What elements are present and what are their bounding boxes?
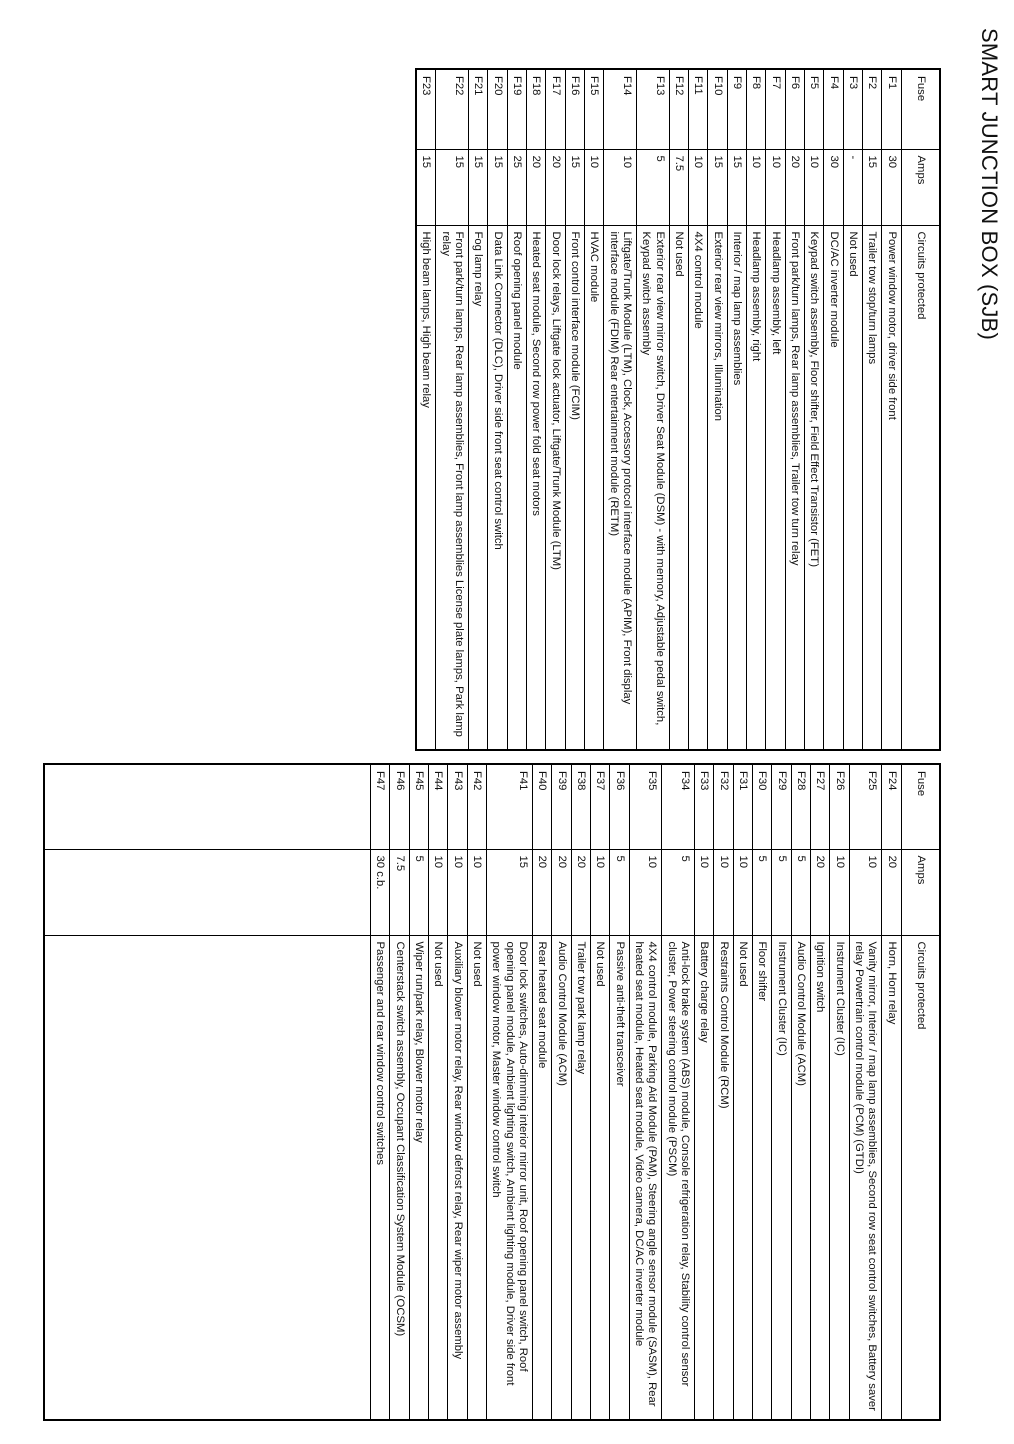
circuits-cell: Not used xyxy=(467,935,486,1420)
amps-cell: 7.5 xyxy=(669,149,688,225)
table-row xyxy=(830,764,849,1420)
circuits-cell: Audio Control Module (ACM) xyxy=(791,935,810,1420)
amps-cell: 5 xyxy=(791,849,810,935)
table-row xyxy=(409,764,428,1420)
circuits-cell: Trailer tow park lamp relay xyxy=(571,935,590,1420)
amps-cell: 10 xyxy=(429,849,448,935)
amps-cell: 10 xyxy=(747,149,766,225)
table-row xyxy=(785,69,804,750)
table-row xyxy=(585,69,604,750)
amps-cell: 20 xyxy=(546,149,565,225)
fuse-cell: F31 xyxy=(733,764,752,849)
fuse-cell: F37 xyxy=(591,764,610,849)
empty-cell xyxy=(44,935,371,1420)
amps-cell: 7.5 xyxy=(390,849,409,935)
fuse-cell: F38 xyxy=(571,764,590,849)
fuse-cell: F43 xyxy=(448,764,467,849)
table-row xyxy=(371,764,390,1420)
amps-cell: 15 xyxy=(708,149,727,225)
table-row xyxy=(610,764,629,1420)
table-row xyxy=(805,69,824,750)
header-fuse: Fuse xyxy=(901,764,940,849)
fuse-cell: F46 xyxy=(390,764,409,849)
circuits-cell: Ignition switch xyxy=(811,935,830,1420)
table-row xyxy=(546,69,565,750)
circuits-cell: Keypad switch assembly, Floor shifter, Field Effect Transistor (FET) xyxy=(805,225,824,750)
fuse-cell: F8 xyxy=(747,69,766,149)
table-row xyxy=(448,764,467,1420)
amps-cell: 10 xyxy=(604,149,637,225)
page-title: SMART JUNCTION BOX (SJB) xyxy=(977,28,1002,341)
amps-cell: 20 xyxy=(571,849,590,935)
amps-cell: - xyxy=(843,149,862,225)
circuits-cell: Restraints Control Module (RCM) xyxy=(714,935,733,1420)
fuse-cell: F28 xyxy=(791,764,810,849)
table-row xyxy=(695,764,714,1420)
circuits-cell: Passive anti-theft transceiver xyxy=(610,935,629,1420)
amps-cell: 15 xyxy=(487,849,533,935)
table-row xyxy=(843,69,862,750)
amps-cell: 10 xyxy=(830,849,849,935)
table-row xyxy=(429,764,448,1420)
amps-cell: 20 xyxy=(882,849,901,935)
fuse-cell: F2 xyxy=(863,69,882,149)
circuits-cell: Fog lamp relay xyxy=(469,225,488,750)
fuse-cell: F35 xyxy=(629,764,662,849)
amps-cell: 20 xyxy=(785,149,804,225)
fuse-cell: F29 xyxy=(772,764,791,849)
fuse-cell: F22 xyxy=(436,69,469,149)
fuse-cell: F36 xyxy=(610,764,629,849)
fuse-cell: F5 xyxy=(805,69,824,149)
fuse-cell: F11 xyxy=(689,69,708,149)
amps-cell: 10 xyxy=(714,849,733,935)
table-row xyxy=(772,764,791,1420)
circuits-cell: Battery charge relay xyxy=(695,935,714,1420)
circuits-cell: Roof opening panel module xyxy=(507,225,526,750)
table-row xyxy=(824,69,843,750)
table-row xyxy=(469,69,488,750)
fuse-cell: F18 xyxy=(527,69,546,149)
circuits-cell: Front park/turn lamps, Rear lamp assemblies, Front lamp assemblies License plate lamps, Park lamp relay xyxy=(436,225,469,750)
table-row xyxy=(863,69,882,750)
table-row xyxy=(747,69,766,750)
table-row xyxy=(527,69,546,750)
fuse-cell: F10 xyxy=(708,69,727,149)
table-row xyxy=(467,764,486,1420)
fuse-cell: F20 xyxy=(488,69,507,149)
amps-cell: 5 xyxy=(662,849,695,935)
circuits-cell: Instrument Cluster (IC) xyxy=(830,935,849,1420)
table-row xyxy=(849,764,882,1420)
table-row xyxy=(689,69,708,750)
fuse-cell: F41 xyxy=(487,764,533,849)
amps-cell: 5 xyxy=(637,149,670,225)
fuse-table-right xyxy=(43,763,941,1421)
amps-cell: 10 xyxy=(467,849,486,935)
fuse-cell: F42 xyxy=(467,764,486,849)
table-row xyxy=(571,764,590,1420)
circuits-cell: Heated seat module, Second row power fold seat motors xyxy=(527,225,546,750)
table-row xyxy=(390,764,409,1420)
circuits-cell: Headlamp assembly, right xyxy=(747,225,766,750)
empty-cell xyxy=(44,764,371,849)
circuits-cell: High beam lamps, High beam relay xyxy=(416,225,436,750)
fuse-cell: F25 xyxy=(849,764,882,849)
table-row xyxy=(882,69,901,750)
table-row xyxy=(727,69,746,750)
fuse-cell: F19 xyxy=(507,69,526,149)
circuits-cell: Not used xyxy=(591,935,610,1420)
amps-cell: 30 c.b. xyxy=(371,849,390,935)
table-row xyxy=(766,69,785,750)
table-row xyxy=(629,764,662,1420)
circuits-cell: Not used xyxy=(669,225,688,750)
table-row xyxy=(552,764,571,1420)
table-row xyxy=(416,69,436,750)
table-row xyxy=(488,69,507,750)
amps-cell: 20 xyxy=(533,849,552,935)
empty-cell xyxy=(44,849,371,935)
circuits-cell: Wiper run/park relay, Blower motor relay xyxy=(409,935,428,1420)
table-row xyxy=(708,69,727,750)
fuse-cell: F4 xyxy=(824,69,843,149)
fuse-cell: F39 xyxy=(552,764,571,849)
fuse-cell: F3 xyxy=(843,69,862,149)
header-amps: Amps xyxy=(901,149,940,225)
amps-cell: 5 xyxy=(610,849,629,935)
circuits-cell: Headlamp assembly, left xyxy=(766,225,785,750)
fuse-cell: F40 xyxy=(533,764,552,849)
amps-cell: 20 xyxy=(527,149,546,225)
circuits-cell: DC/AC inverter module xyxy=(824,225,843,750)
amps-cell: 10 xyxy=(689,149,708,225)
amps-cell: 20 xyxy=(811,849,830,935)
circuits-cell: HVAC module xyxy=(585,225,604,750)
fuse-cell: F7 xyxy=(766,69,785,149)
fuse-cell: F14 xyxy=(604,69,637,149)
fuse-cell: F34 xyxy=(662,764,695,849)
header-fuse: Fuse xyxy=(901,69,940,149)
amps-cell: 10 xyxy=(448,849,467,935)
amps-cell: 15 xyxy=(863,149,882,225)
fuse-cell: F15 xyxy=(585,69,604,149)
fuse-cell: F27 xyxy=(811,764,830,849)
table-row xyxy=(753,764,772,1420)
amps-cell: 20 xyxy=(552,849,571,935)
circuits-cell: Rear heated seat module xyxy=(533,935,552,1420)
fuse-cell: F32 xyxy=(714,764,733,849)
table-row xyxy=(811,764,830,1420)
amps-cell: 5 xyxy=(409,849,428,935)
amps-cell: 15 xyxy=(565,149,584,225)
circuits-cell: Exterior rear view mirrors, Illumination xyxy=(708,225,727,750)
fuse-cell: F1 xyxy=(882,69,901,149)
amps-cell: 10 xyxy=(733,849,752,935)
table-row xyxy=(436,69,469,750)
circuits-cell: Not used xyxy=(733,935,752,1420)
circuits-cell: Horn, Horn relay xyxy=(882,935,901,1420)
circuits-cell: 4X4 control module, Parking Aid Module (PAM), Steering angle sensor module (SASM), Rear heated seat module, Heated seat module, Video camera, DC/AC inverter module xyxy=(629,935,662,1420)
table-row xyxy=(487,764,533,1420)
fuse-cell: F45 xyxy=(409,764,428,849)
circuits-cell: Data Link Connector (DLC), Driver side front seat control switch xyxy=(488,225,507,750)
circuits-cell: Floor shifter xyxy=(753,935,772,1420)
fuse-cell: F44 xyxy=(429,764,448,849)
circuits-cell: Passenger and rear window control switches xyxy=(371,935,390,1420)
circuits-cell: Power window motor, driver side front xyxy=(882,225,901,750)
table-row xyxy=(604,69,637,750)
circuits-cell: Instrument Cluster (IC) xyxy=(772,935,791,1420)
amps-cell: 10 xyxy=(591,849,610,935)
circuits-cell: Anti-lock brake system (ABS) module, Console refrigeration relay, Stability control sensor cluster, Power steering control module (PSCM) xyxy=(662,935,695,1420)
circuits-cell: Front control interface module (FCIM) xyxy=(565,225,584,750)
fuse-cell: F12 xyxy=(669,69,688,149)
circuits-cell: Vanity mirror, Interior / map lamp assemblies, Second row seat control switches, Battery saver relay Powertrain control module (PCM) (GTDI) xyxy=(849,935,882,1420)
amps-cell: 5 xyxy=(772,849,791,935)
amps-cell: 15 xyxy=(469,149,488,225)
fuse-cell: F26 xyxy=(830,764,849,849)
fuse-cell: F33 xyxy=(695,764,714,849)
circuits-cell: Auxiliary blower motor relay, Rear window defrost relay, Rear wiper motor assembly xyxy=(448,935,467,1420)
circuits-cell: Interior / map lamp assemblies xyxy=(727,225,746,750)
fuse-cell: F47 xyxy=(371,764,390,849)
fuse-cell: F9 xyxy=(727,69,746,149)
filler-row xyxy=(44,764,371,1420)
table-row xyxy=(637,69,670,750)
circuits-cell: 4X4 control module xyxy=(689,225,708,750)
header-row xyxy=(901,764,940,1420)
header-circuits: Circuits protected xyxy=(901,935,940,1420)
amps-cell: 15 xyxy=(488,149,507,225)
amps-cell: 15 xyxy=(436,149,469,225)
circuits-cell: Audio Control Module (ACM) xyxy=(552,935,571,1420)
table-row xyxy=(733,764,752,1420)
fuse-cell: F23 xyxy=(416,69,436,149)
circuits-cell: Trailer tow stop/turn lamps xyxy=(863,225,882,750)
circuits-cell: Not used xyxy=(429,935,448,1420)
table-row xyxy=(714,764,733,1420)
table-row xyxy=(791,764,810,1420)
circuits-cell: Door lock switches, Auto-dimming interior mirror unit, Roof opening panel switch, Roof opening panel module, Ambient lighting switch, Ambient lighting module, Driver side front power window motor, Master window control switch xyxy=(487,935,533,1420)
fuse-cell: F24 xyxy=(882,764,901,849)
fuse-cell: F16 xyxy=(565,69,584,149)
header-circuits: Circuits protected xyxy=(901,225,940,750)
fuse-cell: F13 xyxy=(637,69,670,149)
fuse-cell: F6 xyxy=(785,69,804,149)
amps-cell: 5 xyxy=(753,849,772,935)
fuse-cell: F30 xyxy=(753,764,772,849)
table-row xyxy=(565,69,584,750)
fuse-table-left xyxy=(415,68,941,751)
amps-cell: 10 xyxy=(585,149,604,225)
amps-cell: 10 xyxy=(766,149,785,225)
circuits-cell: Door lock relays, Liftgate lock actuator, Liftgate/Trunk Module (LTM) xyxy=(546,225,565,750)
header-amps: Amps xyxy=(901,849,940,935)
table-row xyxy=(882,764,901,1420)
amps-cell: 10 xyxy=(805,149,824,225)
circuits-cell: Liftgate/Trunk Module (LTM), Clock, Accessory protocol interface module (APIM), Front display interface module (FDIM) Rear entertainment module (RETM) xyxy=(604,225,637,750)
table-row xyxy=(591,764,610,1420)
amps-cell: 10 xyxy=(695,849,714,935)
amps-cell: 30 xyxy=(882,149,901,225)
amps-cell: 15 xyxy=(416,149,436,225)
amps-cell: 10 xyxy=(629,849,662,935)
table-row xyxy=(533,764,552,1420)
table-row xyxy=(507,69,526,750)
circuits-cell: Front park/turn lamps, Rear lamp assemblies, Trailer tow turn relay xyxy=(785,225,804,750)
amps-cell: 25 xyxy=(507,149,526,225)
table-row xyxy=(669,69,688,750)
circuits-cell: Not used xyxy=(843,225,862,750)
circuits-cell: Exterior rear view mirror switch, Driver Seat Module (DSM) - with memory, Adjustable pedal switch, Keypad switch assembly xyxy=(637,225,670,750)
header-row xyxy=(901,69,940,750)
fuse-cell: F17 xyxy=(546,69,565,149)
amps-cell: 10 xyxy=(849,849,882,935)
amps-cell: 15 xyxy=(727,149,746,225)
circuits-cell: Centerstack switch assembly, Occupant Classification System Module (OCSM) xyxy=(390,935,409,1420)
fuse-cell: F21 xyxy=(469,69,488,149)
table-row xyxy=(662,764,695,1420)
amps-cell: 30 xyxy=(824,149,843,225)
